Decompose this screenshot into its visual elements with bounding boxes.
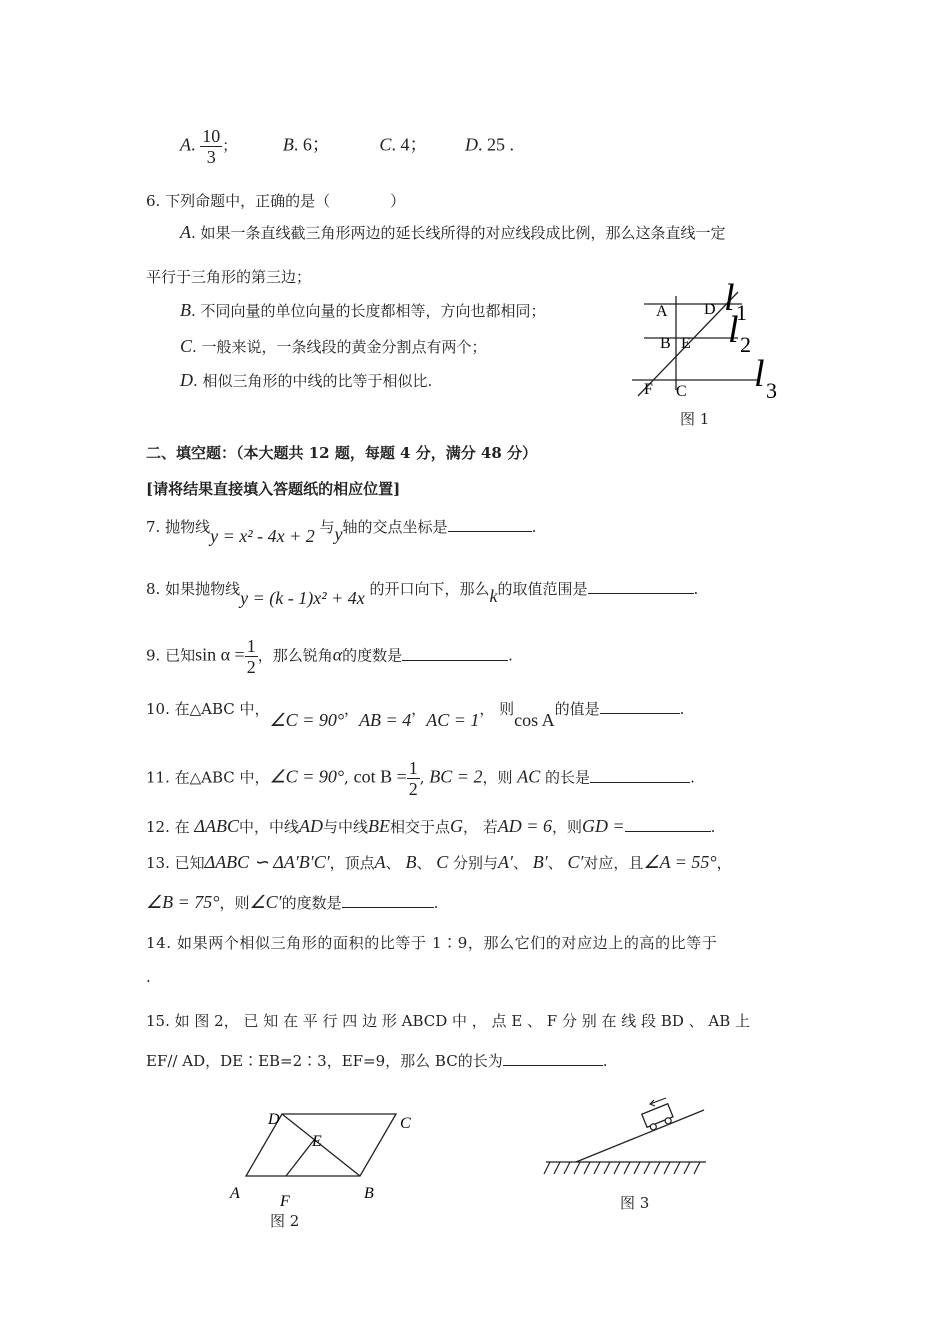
q6-option-b: B. 不同向量的单位向量的长度都相等，方向也都相同；	[180, 300, 546, 320]
q15-line1: 15. 如 图 2， 已 知 在 平 行 四 边 形 ABCD 中 ， 点 E 、 F 分 别 在 线 段 BD 、 AB 上	[146, 1012, 751, 1030]
label-B: B	[660, 335, 671, 352]
section-2-note: [请将结果直接填入答题纸的相应位置]	[146, 480, 401, 498]
label-A: A	[230, 1185, 240, 1202]
q6-option-c: C. 一般来说，一条线段的黄金分割点有两个；	[180, 336, 487, 356]
q11: 11. 在△ABC 中，∠C = 90°, cot B = $\frac{1}{2}$ , BC = 2，则 AC 的长是 .	[146, 758, 695, 799]
q6-option-a: A. 如果一条直线截三角形两边的延长线所得的对应线段成比例，那么这条直线一定	[180, 222, 726, 242]
option-a-label: A	[180, 134, 191, 155]
label-l3-sub: 3	[766, 378, 777, 400]
q13-line1: 13. 已知ΔABC ∽ ΔA′B′C′，顶点A、 B、 C 分别与A′、 B′、 C′对应，且∠A = 55°，	[146, 852, 732, 872]
label-l3: l	[754, 353, 765, 395]
q15-line2: EF// AD，DE∶EB=2∶3，EF=9，那么 BC的长为 .	[146, 1052, 608, 1070]
q7-answer-blank[interactable]	[448, 517, 532, 532]
q15-answer-blank[interactable]	[503, 1051, 603, 1066]
label-C: C	[400, 1115, 411, 1132]
option-a-fraction: $\frac{10}{3}$	[202, 126, 221, 167]
figure-3-caption: 图 3	[620, 1194, 650, 1212]
q9-answer-blank[interactable]	[402, 646, 508, 661]
q9: 9. 已知sin α = $\frac{1}{2}$ ，那么锐角α的度数是 .	[146, 636, 513, 677]
cart-icon	[642, 1104, 675, 1132]
label-D: D	[704, 301, 716, 318]
q6-option-a-cont: 平行于三角形的第三边；	[146, 268, 312, 286]
option-b-label: B	[282, 134, 294, 155]
incline	[576, 1110, 704, 1162]
label-l2: l	[728, 309, 739, 351]
ground-hatching	[544, 1162, 700, 1174]
figure-2-caption: 图 2	[270, 1212, 300, 1230]
label-l1-sub: 1	[736, 300, 747, 325]
q13-line2: ∠B = 75°，则∠C′的度数是 .	[146, 892, 439, 912]
q13-answer-blank[interactable]	[342, 893, 434, 908]
q14-end: .	[146, 968, 151, 986]
label-D: D	[268, 1111, 280, 1128]
section-2-title: 二、填空题：（本大题共 12 题，每题 4 分，满分 48 分）	[146, 444, 538, 462]
q6-stem: 6. 下列命题中，正确的是（ ）	[146, 192, 406, 210]
q12: 12. 在 ΔABC中，中线AD与中线BE相交于点G， 若AD = 6，则GD = .	[146, 816, 716, 836]
figure-2	[220, 1100, 440, 1210]
q11-answer-blank[interactable]	[590, 768, 690, 783]
q10: 10. 在△ABC 中，∠C = 90°，AB = 4，AC = 1， 则cos A的值是 .	[146, 700, 685, 730]
option-c-label: C	[379, 134, 392, 155]
q14: 14. 如果两个相似三角形的面积的比等于 1∶9，那么它们的对应边上的高的比等于	[146, 934, 718, 952]
label-F: F	[644, 381, 653, 398]
q10-answer-blank[interactable]	[600, 699, 680, 714]
segment-EF	[286, 1140, 314, 1176]
q7: 7. 抛物线y = x² - 4x + 2 与y轴的交点坐标是 .	[146, 518, 537, 546]
figure-1	[620, 280, 800, 400]
label-C: C	[676, 383, 687, 400]
figure-1-caption: 图 1	[680, 410, 710, 428]
q6-option-d: D. 相似三角形的中线的比等于相似比.	[180, 370, 433, 390]
q8: 8. 如果抛物线y = (k - 1)x² + 4x 的开口向下，那么k的取值范围是 .	[146, 580, 699, 608]
label-l2-sub: 2	[740, 332, 751, 357]
q12-answer-blank[interactable]	[625, 817, 711, 832]
label-A: A	[656, 303, 668, 320]
label-E: E	[312, 1133, 322, 1150]
q8-answer-blank[interactable]	[588, 579, 694, 594]
label-B: B	[364, 1185, 374, 1202]
label-F: F	[280, 1193, 290, 1210]
figure-3	[540, 1086, 720, 1186]
option-d-label: D	[465, 134, 478, 155]
label-l1: l	[724, 280, 735, 319]
label-E: E	[681, 335, 691, 352]
q5-options: A. $\frac{10}{3}$ ； B. 6； C. 4； D. 25 .	[180, 126, 514, 167]
